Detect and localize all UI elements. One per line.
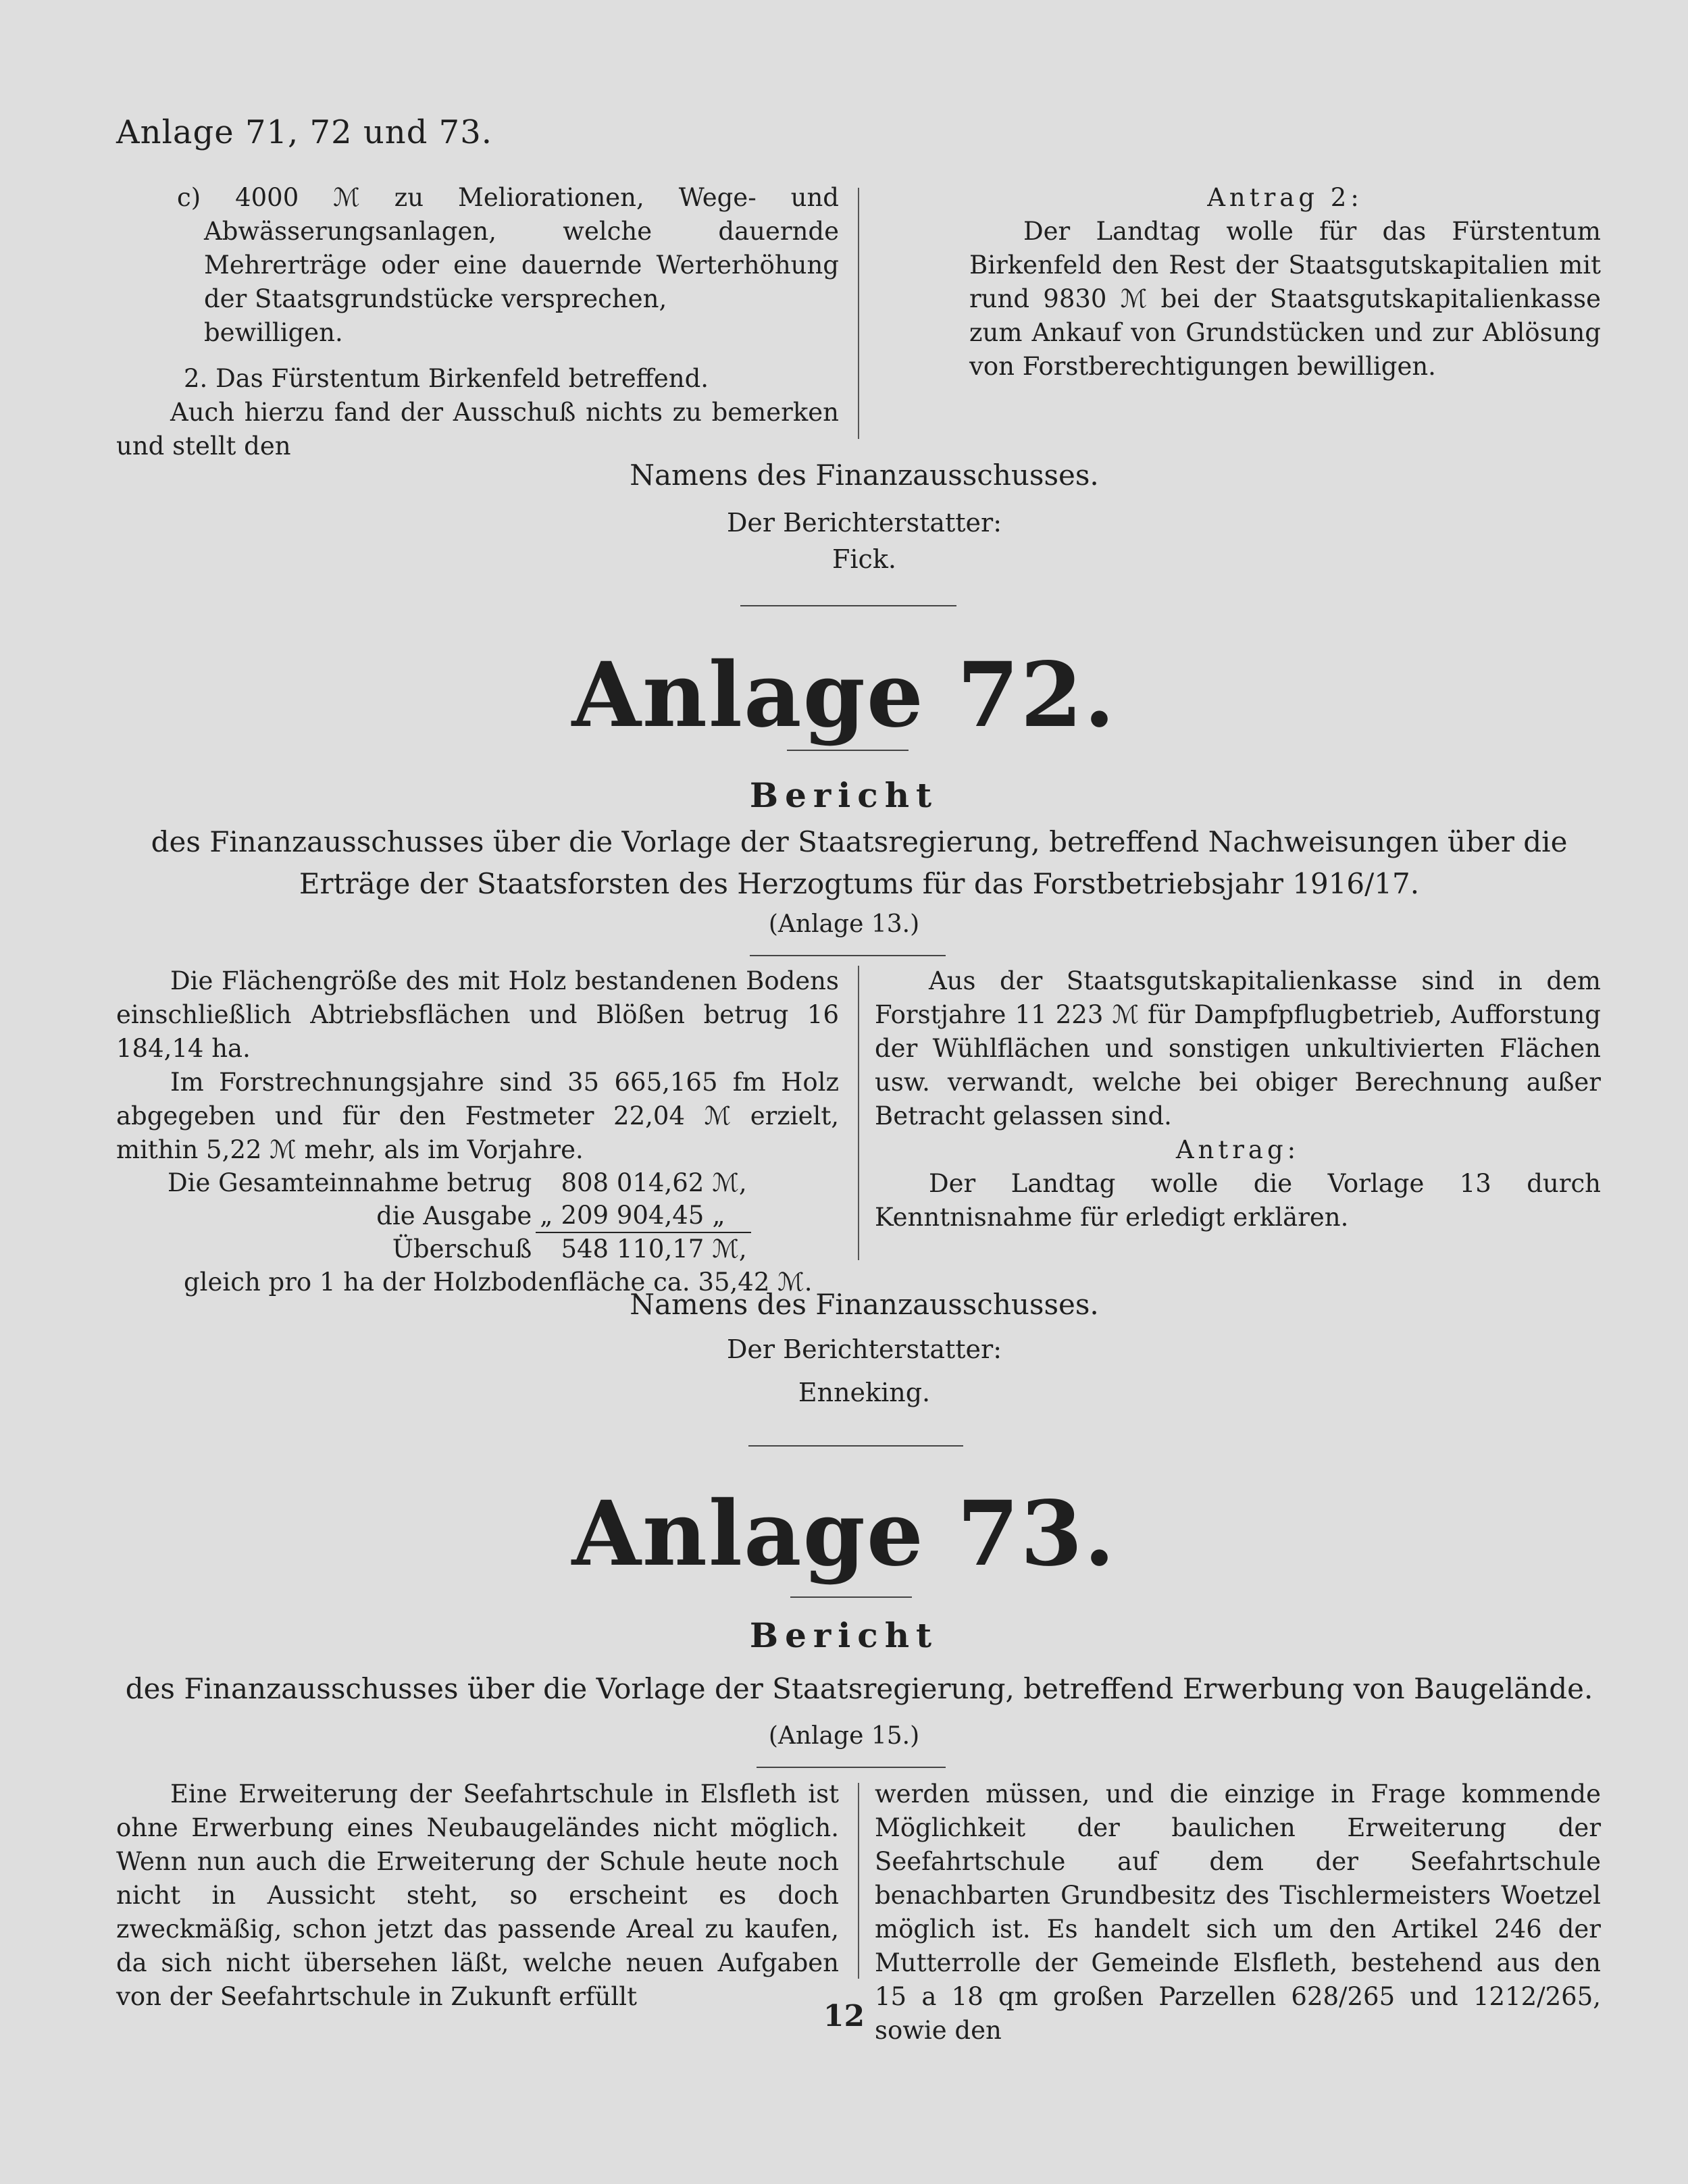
per-hectare-line: gleich pro 1 ha der Holzbodenfläche ca. 35,42 ℳ. bbox=[184, 1268, 813, 1297]
section-divider bbox=[748, 1445, 963, 1447]
seefahrtschule-paragraph-left: Eine Erweiterung der Seefahrtschule in Elsfleth ist ohne Erwerbung eines Neubaugeländes nicht möglich. Wenn nun auch die Erweiterung der Schule heute noch nicht in Aussicht steht, so erscheint es doch zweckmäßig, schon jetzt das passende Areal zu kaufen, da sich nicht übersehen läßt, welche neuen Aufgaben von der Seefahrtschule in Zukunft erfüllt bbox=[116, 1779, 839, 2011]
top-left-column bbox=[116, 181, 839, 463]
income-unit: ℳ, bbox=[712, 1168, 747, 1197]
signature-line-2: Der Berichterstatter: bbox=[726, 1334, 1002, 1364]
antrag-text: Der Landtag wolle die Vorlage 13 durch Kenntnisnahme für erledigt erklären. bbox=[875, 1169, 1601, 1232]
expense-unit: „ bbox=[708, 1199, 750, 1232]
signature-line-1: Namens des Finanzausschusses. bbox=[630, 1288, 1099, 1321]
running-head: Anlage 71, 72 und 73. bbox=[116, 113, 493, 151]
finance-table bbox=[163, 1167, 751, 1266]
reference-rule bbox=[750, 955, 946, 956]
area-paragraph: Die Flächengröße des mit Holz bestandenen Bodens einschließlich Abtriebsflächen und Blößen betrug 16 184,14 ha. bbox=[116, 966, 839, 1063]
table-row bbox=[163, 1232, 751, 1266]
top-right-column bbox=[969, 181, 1601, 384]
signature-name: Enneking. bbox=[798, 1378, 931, 1407]
item-2: 2. Das Fürstentum Birkenfeld betreffend. bbox=[184, 364, 709, 393]
item-c-end: bewilligen. bbox=[204, 318, 343, 347]
signature-name: Fick. bbox=[832, 544, 896, 574]
column-divider bbox=[858, 188, 859, 439]
anlage-73-bericht: Bericht bbox=[749, 1615, 939, 1655]
table-row bbox=[163, 1199, 751, 1232]
signature-line-2: Der Berichterstatter: bbox=[726, 508, 1002, 538]
anlage-73-left-column bbox=[116, 1777, 839, 2014]
anlage-73-subtitle: des Finanzausschusses über die Vorlage der Staatsregierung, betreffend Erwerbung von Baugelände. bbox=[125, 1672, 1593, 1705]
page-number: 12 bbox=[823, 1999, 865, 2033]
reference-rule bbox=[757, 1767, 946, 1768]
anlage-72-title: Anlage 72. bbox=[571, 643, 1117, 748]
income-label: Die Gesamteinnahme betrug bbox=[168, 1168, 532, 1197]
column-divider bbox=[858, 1783, 859, 1979]
anlage-72-left-column bbox=[116, 964, 839, 1299]
anlage-73-title: Anlage 73. bbox=[571, 1482, 1117, 1586]
anlage-73-reference: (Anlage 15.) bbox=[768, 1722, 920, 1750]
income-value: 808 014,62 bbox=[561, 1168, 705, 1197]
surplus-unit: ℳ, bbox=[712, 1234, 747, 1264]
title-rule bbox=[790, 1596, 912, 1598]
anlage-72-reference: (Anlage 13.) bbox=[768, 910, 920, 938]
kasse-paragraph: Aus der Staatsgutskapitalienkasse sind in dem Forstjahre 11 223 ℳ für Dampfpflugbetrieb, Aufforstung der Wühlflächen und sonstigen unkultivierten Flächen usw. verwandt, welche bei obiger Berechnung außer Betracht gelassen sind. bbox=[875, 966, 1601, 1130]
signature-line-1: Namens des Finanzausschusses. bbox=[630, 459, 1099, 492]
expense-label: die Ausgabe bbox=[376, 1201, 532, 1230]
timber-paragraph: Im Forstrechnungsjahre sind 35 665,165 fm Holz abgegeben und für den Festmeter 22,04 ℳ erzielt, mithin 5,22 ℳ mehr, als im Vorjahre. bbox=[116, 1068, 839, 1164]
anlage-72-bericht: Bericht bbox=[749, 775, 939, 815]
antrag-2-text: Der Landtag wolle für das Fürstentum Birkenfeld den Rest der Staatsgutskapitalien mit rund 9830 ℳ bei der Staatsgutskapitalienkasse zum Ankauf von Grundstücken und zur Ablösung von Forstberechtigungen bewilligen. bbox=[969, 217, 1601, 381]
expense-ditto: „ bbox=[536, 1199, 557, 1232]
surplus-value: 548 110,17 bbox=[561, 1234, 705, 1264]
column-divider bbox=[858, 966, 859, 1260]
top-left-paragraph: Auch hierzu fand der Ausschuß nichts zu bemerken und stellt den bbox=[116, 398, 839, 461]
antrag-2-heading: Antrag 2: bbox=[1207, 183, 1363, 212]
expense-value: 209 904,45 bbox=[557, 1199, 708, 1232]
anlage-72-subtitle: des Finanzausschusses über die Vorlage der Staatsregierung, betreffend Nachweisungen über die Erträge der Staatsforsten des Herzogtums für das Forstbetriebsjahr 1916/17. bbox=[151, 825, 1568, 900]
title-rule bbox=[787, 750, 909, 751]
antrag-heading: Antrag: bbox=[1175, 1135, 1300, 1164]
section-divider bbox=[740, 605, 956, 606]
seefahrtschule-paragraph-right: werden müssen, und die einzige in Frage kommende Möglichkeit der baulichen Erweiterung der Seefahrtschule auf dem der Seefahrtschule benachbarten Grundbesitz des Tischlermeisters Woetzel möglich ist. Es handelt sich um den Artikel 246 der Mutterrolle der Gemeinde Elsfleth, bestehend aus den 15 a 18 qm großen Parzellen 628/265 und 1212/265, sowie den bbox=[875, 1779, 1601, 2045]
item-c: c) 4000 ℳ zu Meliorationen, Wege- und Abwässerungsanlagen, welche dauernde Mehrerträge oder eine dauernde Werterhöhung der Staatsgrundstücke versprechen, bbox=[177, 183, 839, 313]
anlage-72-right-column bbox=[875, 964, 1601, 1234]
table-row bbox=[163, 1167, 751, 1199]
surplus-label: Überschuß bbox=[392, 1234, 532, 1264]
